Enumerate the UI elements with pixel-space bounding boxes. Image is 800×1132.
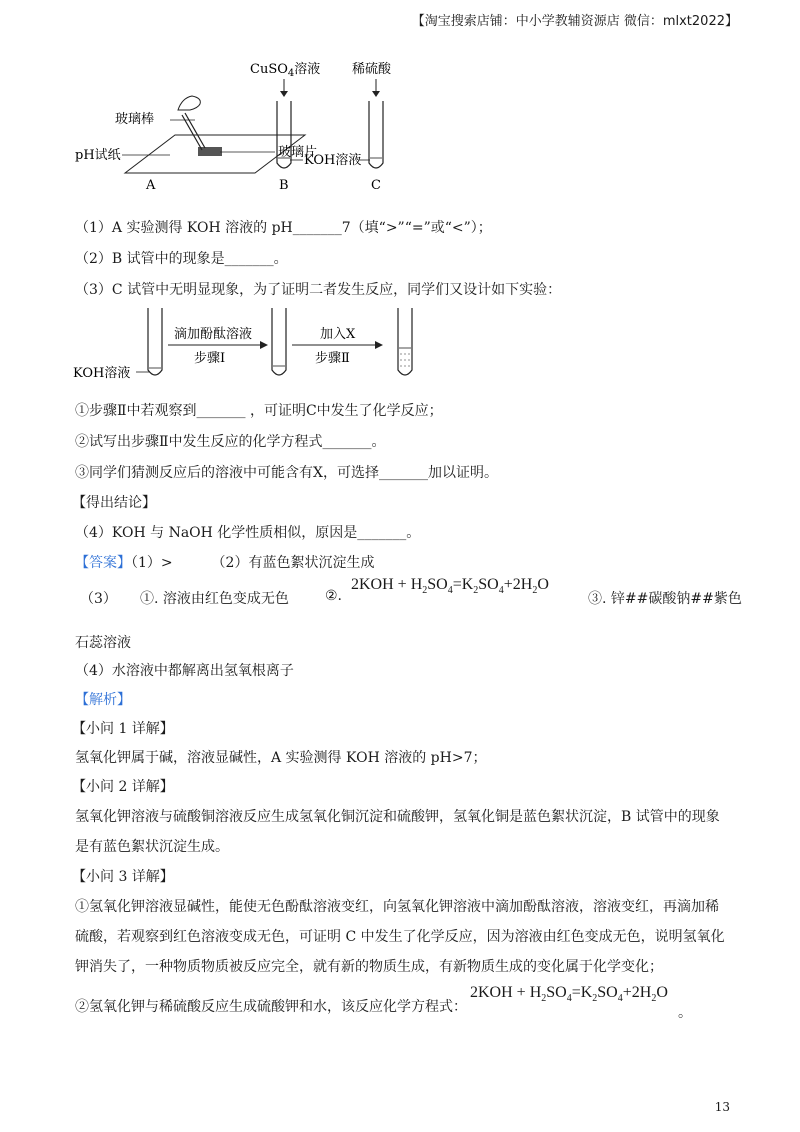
label-b: B xyxy=(279,178,289,193)
answer-1: （1）> xyxy=(131,555,173,571)
label-cuso4: CuSO$_4$溶液 xyxy=(250,62,321,79)
analysis-text-2b: 是有蓝色絮状沉淀生成。 xyxy=(75,839,229,855)
page-header: 【淘宝搜索店铺：中小学教辅资源店 微信：mlxt2022】 xyxy=(411,14,738,29)
question-1: （1）A 实验测得 KOH 溶液的 pH_______7（填“>”“=”或“<”）； xyxy=(75,220,492,236)
tube-koh xyxy=(148,308,162,375)
question-4: （4）KOH 与 NaOH 化学性质相似，原因是_______。 xyxy=(75,525,421,541)
analysis-text-3a: ①氢氧化钾溶液显碱性，能使无色酚酞溶液变红，向氢氧化钾溶液中滴加酚酞溶液，溶液变红，再滴加稀 xyxy=(75,899,719,915)
page-number: 13 xyxy=(714,1100,730,1114)
label-add-x: 加入X xyxy=(320,327,356,342)
analysis-sub-1: 【小问 1 详解】 xyxy=(72,721,174,737)
label-ph-paper: pH试纸 xyxy=(75,148,121,163)
label-step-1: 步骤Ⅰ xyxy=(194,351,226,366)
figure-step-experiment xyxy=(70,300,430,390)
analysis-text-2a: 氢氧化钾溶液与硫酸铜溶液反应生成氢氧化铜沉淀和硫酸钾，氢氧化铜是蓝色絮状沉淀，B 试管中的现象 xyxy=(75,809,720,825)
tube-step-1 xyxy=(272,308,286,375)
answer-3-3: ③. 锌##碳酸钠##紫色 xyxy=(588,591,742,607)
answer-4: （4）水溶液中都解离出氢氧根离子 xyxy=(75,663,294,679)
answer-3-1: ①. 溶液由红色变成无色 xyxy=(140,591,289,607)
analysis-text-1: 氢氧化钾属于碱，溶液显碱性，A 实验测得 KOH 溶液的 pH>7； xyxy=(75,750,487,766)
question-2: （2）B 试管中的现象是_______。 xyxy=(75,251,288,267)
question-3-1: ①步骤Ⅱ中若观察到_______ ，可证明C中发生了化学反应； xyxy=(75,403,443,419)
label-glass-rod: 玻璃棒 xyxy=(115,112,155,127)
answer-equation: $2KOH + H_2SO_4=K_2SO_4+2H_2O$ xyxy=(351,576,549,597)
answer-tag: 【答案】 xyxy=(75,555,131,571)
answer-3-2-marker: ②. xyxy=(325,588,343,604)
question-3: （3）C 试管中无明显现象，为了证明二者发生反应，同学们又设计如下实验： xyxy=(75,282,562,298)
hand-icon xyxy=(178,96,200,110)
answer-3-3-continued: 石蕊溶液 xyxy=(75,635,131,651)
tube-step-2 xyxy=(398,308,412,375)
label-step-2: 步骤Ⅱ xyxy=(315,351,350,366)
label-koh-solution-2: KOH溶液 xyxy=(73,366,131,381)
analysis-equation: $2KOH + H_2SO_4=K_2SO_4+2H_2O$ xyxy=(470,984,668,1005)
label-a: A xyxy=(146,178,156,193)
figure-experiment-apparatus xyxy=(70,55,430,200)
question-3-2: ②试写出步骤Ⅱ中发生反应的化学方程式_______。 xyxy=(75,434,386,450)
analysis-sub-3: 【小问 3 详解】 xyxy=(72,869,174,885)
conclusion-heading: 【得出结论】 xyxy=(72,495,156,511)
label-add-phenolphthalein: 滴加酚酞溶液 xyxy=(174,327,253,342)
answer-2: （2）有蓝色絮状沉淀生成 xyxy=(211,555,375,571)
label-c: C xyxy=(371,178,381,193)
answer-line-1 xyxy=(75,552,374,572)
analysis-text-3b: 硫酸，若观察到红色溶液变成无色，可证明 C 中发生了化学反应，因为溶液由红色变成无色，说明氢氧化 xyxy=(75,929,725,945)
question-3-3: ③同学们猜测反应后的溶液中可能含有X，可选择_______加以证明。 xyxy=(75,465,498,481)
analysis-sub-2: 【小问 2 详解】 xyxy=(72,779,174,795)
label-dilute-sulfuric-acid: 稀硫酸 xyxy=(352,62,392,77)
analysis-text-3d: ②氢氧化钾与稀硫酸反应生成硫酸钾和水，该反应化学方程式： xyxy=(75,999,467,1015)
analysis-text-3c: 钾消失了，一种物质物质被反应完全，就有新的物质生成，有新物质生成的变化属于化学变化； xyxy=(75,959,663,975)
label-koh-solution: KOH溶液 xyxy=(304,153,362,168)
answer-3-prefix: （3） xyxy=(80,591,117,607)
label-glass-plate: 玻璃片 xyxy=(278,145,318,160)
analysis-tag: 【解析】 xyxy=(75,692,131,708)
analysis-period: 。 xyxy=(678,1005,692,1021)
